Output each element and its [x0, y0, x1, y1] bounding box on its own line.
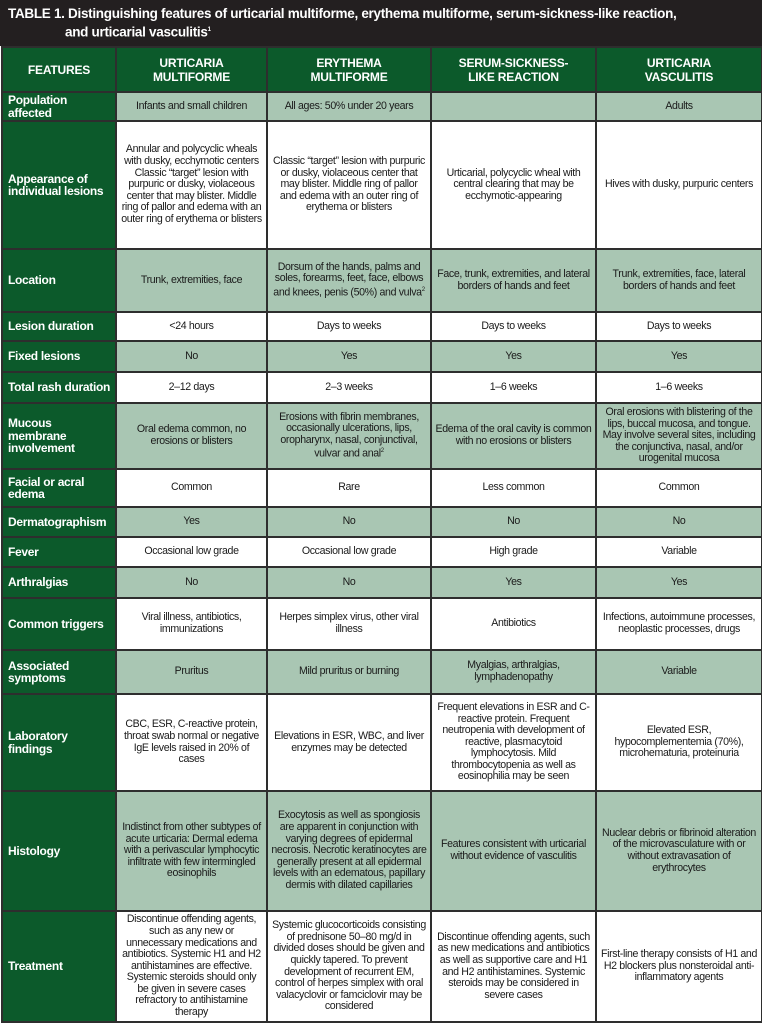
table-cell: [596, 791, 762, 911]
cell-text: Yes: [670, 575, 688, 588]
cell-text: Hives with dusky, purpuric centers: [604, 178, 754, 191]
table-row: [2, 791, 762, 911]
cell-text: Occasional low grade: [144, 545, 239, 558]
cell-text: Elevations in ESR, WBC, and liver enzymes may be detected: [274, 729, 424, 754]
header-erythema-multiforme: ERYTHEMA MULTIFORME: [267, 47, 431, 92]
table-row: [2, 650, 762, 694]
reference-superscript: 2: [421, 287, 425, 294]
cell-text: All ages: 50% under 20 years: [284, 99, 414, 112]
table-row: [2, 507, 762, 537]
table-cell: [431, 341, 596, 372]
header-row: [2, 47, 762, 92]
table-row: [2, 121, 762, 249]
table-title: [0, 0, 762, 46]
table-cell: [116, 911, 267, 1022]
cell-text: No: [507, 515, 520, 528]
header-urticaria-vasculitis: URTICARIA VASCULITIS: [596, 47, 762, 92]
table-cell: [267, 249, 431, 312]
cell-text: No: [342, 575, 356, 588]
cell-text: 2–12 days: [168, 380, 215, 393]
table-cell: [267, 694, 431, 791]
table-row: [2, 567, 762, 598]
feature-label: Total rash duration: [2, 372, 116, 403]
cell-text: Systemic glucocorticoids consisting of prednisone 50–80 mg/d in divided doses should be given and quickly tapered. To prevent development of recurrent EM, control of herpes simplex with oral valacyclovir or famciclovir may be considered: [272, 919, 426, 1013]
feature-label: Facial or acral edema: [2, 469, 116, 507]
feature-label: Treatment: [2, 911, 116, 1022]
cell-text: Oral erosions with blistering of the lips, buccal mucosa, and tongue. May involve several sites, including the conjunctiva, nasal, and/or urogenital mucosa: [602, 406, 756, 465]
table-row: [2, 598, 762, 650]
title-line-1: TABLE 1. Distinguishing features of urticarial multiforme, erythema multiforme, serum-sickness-like reaction,: [8, 6, 677, 21]
table-row: [2, 341, 762, 372]
cell-text: Erosions with fibrin membranes, occasionally ulcerations, lips, oropharynx, nasal, conjunctival, vulvar and anal: [279, 410, 419, 460]
table-cell: [596, 650, 762, 694]
feature-label: Appearance of individual lesions: [2, 121, 116, 249]
table-cell: [116, 121, 267, 249]
cell-text: No: [185, 575, 198, 588]
table-row: [2, 312, 762, 341]
header-serum-sickness: SERUM-SICKNESS-LIKE REACTION: [431, 47, 596, 92]
cell-text: Annular and polycyclic wheals with dusky, ecchymotic centers Classic “target” lesion with purpuric or dusky, violaceous center that may blister. Middle ring of pallor and edema with an outer ring of erythema or blisters: [121, 143, 262, 225]
cell-text: Less common: [482, 481, 545, 494]
cell-text: Myalgias, arthralgias, lymphadenopathy: [467, 659, 560, 683]
features-table: [1, 46, 762, 1023]
cell-text: Nuclear debris or fibrinoid alteration of the microvasculature with or without extravasation of erythrocytes: [602, 826, 756, 874]
feature-label: Location: [2, 249, 116, 312]
cell-text: Antibiotics: [491, 617, 536, 630]
feature-label: Histology: [2, 791, 116, 911]
table-cell: [431, 403, 596, 469]
table-cell: [596, 911, 762, 1022]
table-cell: [267, 469, 431, 507]
cell-text: Discontinue offending agents, such as new medications and antibiotics as well as supportive care and H1 and H2 antihistamines. Systemic steroids may be considered in severe cases: [437, 930, 590, 1001]
cell-text: No: [185, 349, 198, 362]
table-cell: [596, 249, 762, 312]
table-row: [2, 694, 762, 791]
table-cell: [431, 650, 596, 694]
table-cell: [267, 507, 431, 537]
cell-text: Variable: [661, 665, 697, 678]
cell-text: Dorsum of the hands, palms and soles, forearms, feet, face, elbows and knees, penis (50%) and vulva: [273, 260, 424, 299]
table-cell: [116, 341, 267, 372]
feature-label: Common triggers: [2, 598, 116, 650]
title-line-2: and urticarial vasculitis: [65, 24, 208, 40]
table-cell: [267, 598, 431, 650]
table-cell: [116, 537, 267, 567]
cell-text: High grade: [489, 545, 538, 558]
cell-text: First-line therapy consists of H1 and H2 blockers plus nonsteroidal anti-inflammatory agents: [600, 948, 758, 984]
cell-text: Rare: [338, 481, 360, 494]
table-row: [2, 911, 762, 1022]
table-cell: [116, 312, 267, 341]
table-cell: [431, 694, 596, 791]
cell-text: No: [342, 515, 356, 528]
table-cell: [596, 598, 762, 650]
table-cell: [267, 121, 431, 249]
reference-superscript: 2: [380, 448, 384, 455]
cell-text: Infections, autoimmune processes, neoplastic processes, drugs: [602, 611, 756, 635]
cell-text: Common: [171, 481, 212, 494]
table-cell: [596, 121, 762, 249]
table-cell: [431, 507, 596, 537]
cell-text: Common: [658, 481, 700, 494]
cell-text: Yes: [505, 349, 522, 362]
title-superscript: 1: [207, 27, 211, 33]
cell-text: Days to weeks: [481, 319, 546, 332]
table-cell: [431, 598, 596, 650]
table-cell: [116, 403, 267, 469]
table-cell: [267, 537, 431, 567]
table-row: [2, 469, 762, 507]
table-cell: [596, 567, 762, 598]
cell-text: Pruritus: [174, 665, 209, 678]
cell-text: Features consistent with urticarial without evidence of vasculitis: [441, 838, 586, 862]
cell-text: Urticarial, polycyclic wheal with central clearing that may be ecchymotic-appearing: [446, 166, 581, 202]
cell-text: Oral edema common, no erosions or blisters: [136, 423, 247, 447]
cell-text: Yes: [340, 349, 358, 362]
table-cell: [431, 92, 596, 121]
cell-text: Yes: [670, 349, 688, 362]
table-cell: [116, 92, 267, 121]
table-row: [2, 92, 762, 121]
table-cell: [431, 791, 596, 911]
cell-text: No: [672, 515, 686, 528]
cell-text: Indistinct from other subtypes of acute urticaria: Dermal edema with a perivascular lymphocytic infiltrate with few intermingled eosinophils: [122, 821, 261, 880]
table-cell: [267, 92, 431, 121]
table-cell: [431, 567, 596, 598]
table-cell: [267, 791, 431, 911]
table-cell: [431, 249, 596, 312]
table-cell: [431, 121, 596, 249]
table-cell: [596, 403, 762, 469]
cell-text: Occasional low grade: [301, 545, 397, 558]
feature-label: Associated symptoms: [2, 650, 116, 694]
cell-text: 1–6 weeks: [489, 380, 538, 393]
cell-text: 2–3 weeks: [325, 380, 373, 393]
header-features: FEATURES: [2, 47, 116, 92]
table-cell: [596, 372, 762, 403]
table-cell: [431, 537, 596, 567]
table-row: [2, 249, 762, 312]
cell-text: Classic “target” lesion with purpuric or dusky, violaceous center that may blister. Middle ring of pallor and edema with an outer ring of erythema or blisters: [273, 155, 425, 214]
table-cell: [267, 341, 431, 372]
table-cell: [116, 507, 267, 537]
cell-text: Discontinue offending agents, such as any new or unnecessary medications and antibiotics. Systemic H1 and H2 antihistamines are effective. Systemic steroids should only be given in severe cases refractory to antihistamine therapy: [122, 913, 261, 1019]
cell-text: Face, trunk, extremities, and lateral borders of hands and feet: [437, 267, 590, 292]
cell-text: Elevated ESR, hypocomplementemia (70%), microhematuria, proteinuria: [614, 724, 744, 760]
table-cell: [116, 469, 267, 507]
table-cell: [116, 249, 267, 312]
table-cell: [596, 694, 762, 791]
cell-text: CBC, ESR, C-reactive protein, throat swab normal or negative IgE levels raised in 20% of cases: [124, 718, 259, 766]
cell-text: Exocytosis as well as spongiosis are apparent in conjunction with varying degrees of epidermal necrosis. Necrotic keratinocytes are generally present at all epidermal levels with an edematous, papillary dermis with dilated capillaries: [271, 809, 427, 891]
feature-label: Fever: [2, 537, 116, 567]
table-cell: [596, 92, 762, 121]
cell-text: Infants and small children: [135, 99, 248, 112]
feature-label: Dermatographism: [2, 507, 116, 537]
table-cell: [431, 911, 596, 1022]
cell-text: Trunk, extremities, face, lateral borders of hands and feet: [612, 267, 746, 292]
table-cell: [596, 469, 762, 507]
table-cell: [116, 372, 267, 403]
feature-label: Arthralgias: [2, 567, 116, 598]
table-cell: [267, 911, 431, 1022]
table-cell: [267, 650, 431, 694]
table-row: [2, 372, 762, 403]
header-urticaria-multiforme: URTICARIA MULTIFORME: [116, 47, 267, 92]
cell-text: Yes: [505, 575, 522, 588]
feature-label: Laboratory findings: [2, 694, 116, 791]
cell-text: Herpes simplex virus, other viral illness: [279, 611, 419, 635]
table-cell: [116, 791, 267, 911]
cell-text: Edema of the oral cavity is common with no erosions or blisters: [435, 423, 592, 447]
feature-label: Population affected: [2, 92, 116, 121]
feature-label: Lesion duration: [2, 312, 116, 341]
table-cell: [116, 598, 267, 650]
cell-text: Days to weeks: [316, 319, 382, 332]
table-cell: [596, 507, 762, 537]
table-cell: [431, 372, 596, 403]
table-row: [2, 537, 762, 567]
table-cell: [116, 694, 267, 791]
table-cell: [267, 403, 431, 469]
feature-label: Fixed lesions: [2, 341, 116, 372]
table-cell: [267, 372, 431, 403]
cell-text: Yes: [183, 515, 200, 528]
table-row: [2, 403, 762, 469]
cell-text: Adults: [665, 99, 693, 112]
table-cell: [116, 650, 267, 694]
cell-text: Variable: [661, 545, 697, 558]
cell-text: Frequent elevations in ESR and C-reactive protein. Frequent neutropenia with development of reactive, plasmacytoid lymphocytosis. Mild thrombocytopenia as well as eosinophilia may be seen: [437, 700, 590, 783]
table-cell: [116, 567, 267, 598]
table-cell: [267, 312, 431, 341]
cell-text: Trunk, extremities, face: [140, 273, 243, 286]
table-cell: [267, 567, 431, 598]
cell-text: Viral illness, antibiotics, immunizations: [141, 611, 242, 635]
cell-text: Days to weeks: [646, 319, 712, 332]
table-cell: [431, 312, 596, 341]
table-cell: [596, 312, 762, 341]
table-cell: [431, 469, 596, 507]
cell-text: Mild pruritus or burning: [299, 665, 399, 678]
cell-text: 1–6 weeks: [655, 380, 703, 393]
table-cell: [596, 341, 762, 372]
cell-text: <24 hours: [169, 319, 214, 332]
feature-label: Mucous membrane involvement: [2, 403, 116, 469]
table-cell: [596, 537, 762, 567]
